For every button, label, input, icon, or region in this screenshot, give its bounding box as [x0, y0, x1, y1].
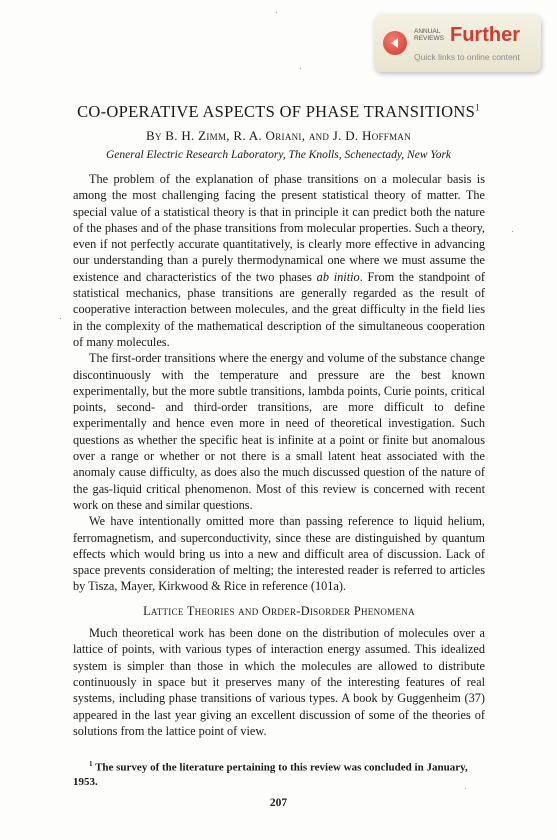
article-affiliation: General Electric Research Laboratory, The Knolls, Schenectady, New York: [105, 149, 452, 161]
badge-quick-links-label: Quick links to online content: [414, 52, 520, 62]
article-body: [73, 171, 485, 739]
footnote: [73, 757, 485, 789]
scan-speck: [512, 231, 513, 232]
scan-speck: [465, 788, 466, 789]
play-logo-icon: [383, 31, 407, 55]
annual-reviews-further-badge[interactable]: [374, 14, 541, 72]
article-authors: By B. H. Zimm, R. A. Oriani, and J. D. Hoffman: [145, 128, 412, 143]
paragraph-2: The first-order transitions where the energy and volume of the substance change discontinuously with the temperature and pressure are the best known experimentally, but the more subtle transitions, lambda points, Curie points, critical points, second- and third-order transitions, are more difficult to define experimentally and hence even more in need of theoretical investigation. Such questions as whether the specific heat is infinite at a point or finite but anomalous over a range or whether or not there is a small latent heat associated with the anomaly cause difficulty, as does also the much discussed question of the nature of the gas-liquid critical phenomenon. Most of this review is concerned with recent work on these and similar questions.: [73, 351, 485, 512]
paragraph-1-italic: ab initio: [316, 269, 360, 284]
footnote-mark: 1: [89, 760, 93, 768]
paragraph-1-part-1: The problem of the explanation of phase transitions on a molecular basis is among the most challenging facing the present statistical theory of matter. The special value of a statistical theory is that in principle it can predict both the nature of the phases and of the phase transitions from molecular properties. Such a theory, even if not perfectly accurate quantitatively, is clearly more effective in advancing our understanding than a purely thermodynamical one where we must assume the existence and characteristics of the two phases: [73, 172, 485, 284]
footnote-text: The survey of the literature pertaining to this review was concluded in January, 1953.: [73, 761, 468, 788]
paragraph-3: We have intentionally omitted more than passing reference to liquid helium, ferromagnetism, and superconductivity, since these are distinguished by quantum effects which would bring us into a new and difficult area of discussion. Lack of space prevents consideration of melting; the interested reader is referred to articles by Tisza, Mayer, Kirkwood & Rice in reference (101a).: [73, 514, 485, 594]
scan-speck: [300, 68, 301, 69]
paragraph-1: [73, 171, 485, 350]
title-footnote-mark: 1: [475, 102, 480, 113]
section-heading: Lattice Theories and Order-Disorder Phenomena: [143, 603, 415, 618]
badge-publisher-label: ANNUAL REVIEWS: [414, 28, 444, 42]
scan-speck: [276, 12, 277, 13]
page-number: 207: [269, 797, 288, 809]
paragraph-4: Much theoretical work has been done on the distribution of molecules over a lattice of points, with various types of interaction energy assumed. This idealized system is simpler than those in which the molecules are allowed to distribute continuously in space but it preserves many of the interesting features of real systems, including phase transitions of various types. A book by Guggenheim (37) appeared in the last year giving an excellent discussion of some of the theories of solutions from the lattice point of view.: [73, 626, 485, 738]
article-title: [0, 102, 557, 122]
article-title-text: CO-OPERATIVE ASPECTS OF PHASE TRANSITIONS: [77, 102, 476, 121]
badge-further-label: Further: [450, 24, 520, 46]
paragraph-1-part-2: . From the standpoint of statistical mechanics, phase transitions are generally regarded as the result of cooperative interaction between molecules, and the great difficulty in the field lies in the complexity of the mathematical description of the simultaneous cooperation of many molecules.: [73, 269, 485, 349]
scan-speck: [60, 318, 61, 319]
